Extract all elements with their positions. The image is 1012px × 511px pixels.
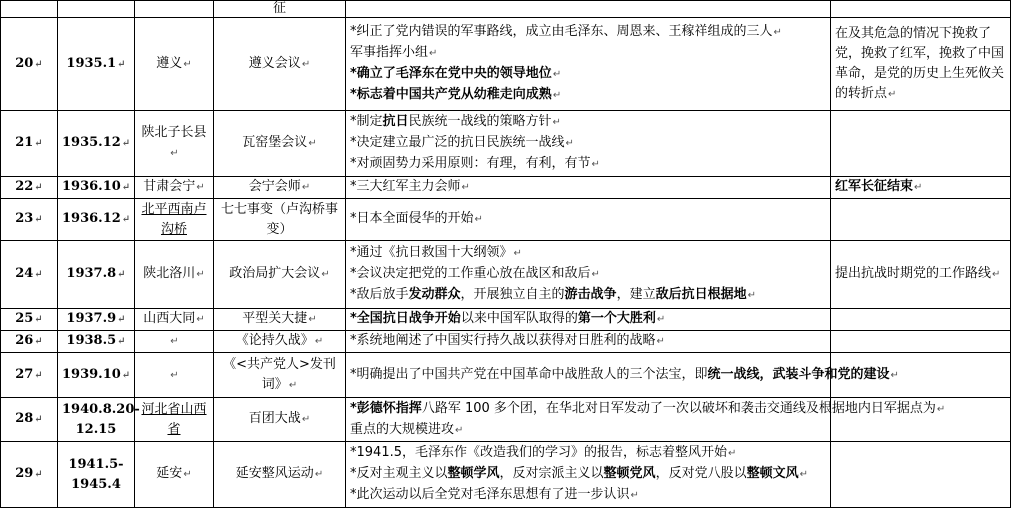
event-place: 甘肃会宁↵ [135,177,214,199]
event-significance [831,18,1011,111]
table-row [1,398,1011,442]
content-line: *制定抗日民族统一战线的策略方针↵ [350,114,561,129]
event-name: 遵义会议↵ [214,18,346,111]
event-content [346,18,831,111]
event-date: 1935.1↵ [58,18,135,111]
event-place: 陕北子长县↵ [135,111,214,177]
content-line: *会议决定把党的工作重心放在战区和敌后↵ [350,266,600,281]
content-line: *敌后放手发动群众，开展独立自主的游击战争，建立敌后抗日根据地↵ [350,287,756,302]
event-place: 山西大同↵ [135,309,214,331]
content-line: *决定建立最广泛的抗日民族统一战线↵ [350,135,574,150]
event-name: 延安整风运动↵ [214,442,346,508]
event-content [346,199,831,241]
content-line: *反对主观主义以整顿学风，反对宗派主义以整顿党风，反对党八股以整顿文风↵ [350,466,808,481]
table-row [1,331,1011,353]
event-significance [831,241,1011,309]
content-line: *彭德怀指挥八路军 100 多个团，在华北对日军发动了一次以破坏和袭击交通线及根据地内日军据点为↵ [350,400,946,416]
content-line: *标志着中国共产党从幼稚走向成熟↵ [350,87,562,102]
event-date: 1939.10↵ [58,353,135,398]
table-row [1,241,1011,309]
event-place: 遵义↵ [135,18,214,111]
event-content [346,331,831,353]
row-number: 29↵ [1,442,58,508]
content-line: *明确提出了中国共产党在中国革命中战胜敌人的三个法宝，即统一战线，武装斗争和党的建设↵ [350,366,899,382]
event-date: 1936.10↵ [58,177,135,199]
event-place: 河北省山西省 [135,398,214,442]
content-line: *1941.5，毛泽东作《改造我们的学习》的报告，标志着整风开始↵ [350,445,737,460]
row-number: 26↵ [1,331,58,353]
event-content [346,398,946,442]
event-name: 瓦窑堡会议↵ [214,111,346,177]
row-number: 27↵ [1,353,58,398]
row-number: 21↵ [1,111,58,177]
content-line: *确立了毛泽东在党中央的领导地位↵ [350,66,562,81]
significance-line: 红军长征结束↵ [835,179,923,194]
table-row [1,442,1011,508]
event-content [346,309,831,331]
table-row [1,18,1011,111]
table-row [1,199,1011,241]
row-number: 20↵ [1,18,58,111]
table-row [1,111,1011,177]
content-line: *通过《抗日救国十大纲领》↵ [350,245,522,260]
event-significance [831,111,1011,177]
content-line: *纠正了党内错误的军事路线，成立由毛泽东、周恩来、王稼祥组成的三人↵ [350,24,782,39]
event-name: 征 [214,1,346,18]
content-line: *日本全面侵华的开始↵ [350,211,483,226]
content-line: *对顽固势力采用原则：有理，有利，有节↵ [350,156,600,171]
row-number: 25↵ [1,309,58,331]
table-row [1,309,1011,331]
event-date: 1937.8↵ [58,241,135,309]
event-content [346,111,831,177]
content-line: *系统地阐述了中国实行持久战以获得对日胜利的战略↵ [350,333,665,348]
content-line: *全国抗日战争开始以来中国军队取得的第一个大胜利↵ [350,311,666,326]
event-date: 1938.5↵ [58,331,135,353]
significance-line: 提出抗战时期党的工作路线↵ [835,266,1001,281]
event-date: 1940.8.20-12.15 [58,398,135,442]
event-content [346,177,831,199]
row-number: 28↵ [1,398,58,442]
content-line: 军事指挥小组↵ [350,45,438,60]
content-line: *此次运动以后全党对毛泽东思想有了进一步认识↵ [350,487,639,502]
event-name: 平型关大捷↵ [214,309,346,331]
event-content [346,442,831,508]
event-name: 《<共产党人>发刊词》↵ [214,353,346,398]
row-number: 24↵ [1,241,58,309]
table-row [1,1,1011,18]
event-name: 会宁会师↵ [214,177,346,199]
event-significance [831,199,1011,241]
event-significance [831,331,1011,353]
event-name: 百团大战↵ [214,398,346,442]
event-name: 七七事变（卢沟桥事变） [214,199,346,241]
content-line: 重点的大规模进攻↵ [350,421,464,437]
event-place: ↵ [135,353,214,398]
significance-line: 在及其危急的情况下挽救了党，挽救了红军，挽救了中国革命，是党的历史上生死攸关的转折点↵ [835,25,1005,101]
event-date: 1935.12↵ [58,111,135,177]
event-content [346,241,831,309]
event-place: ↵ [135,331,214,353]
event-significance [831,309,1011,331]
content-line: *三大红军主力会师↵ [350,179,470,194]
event-significance [831,177,1011,199]
event-name: 政治局扩大会议↵ [214,241,346,309]
event-place: 陕北洛川↵ [135,241,214,309]
event-place: 延安↵ [135,442,214,508]
row-number: 23↵ [1,199,58,241]
event-place: 北平西南卢沟桥 [135,199,214,241]
event-date: 1936.12↵ [58,199,135,241]
row-number: 22↵ [1,177,58,199]
event-content [346,353,899,398]
table-row [1,177,1011,199]
event-date: 1941.5-1945.4 [58,442,135,508]
table-row [1,353,1011,398]
event-name: 《论持久战》↵ [214,331,346,353]
event-significance [831,442,1011,508]
event-date: 1937.9↵ [58,309,135,331]
